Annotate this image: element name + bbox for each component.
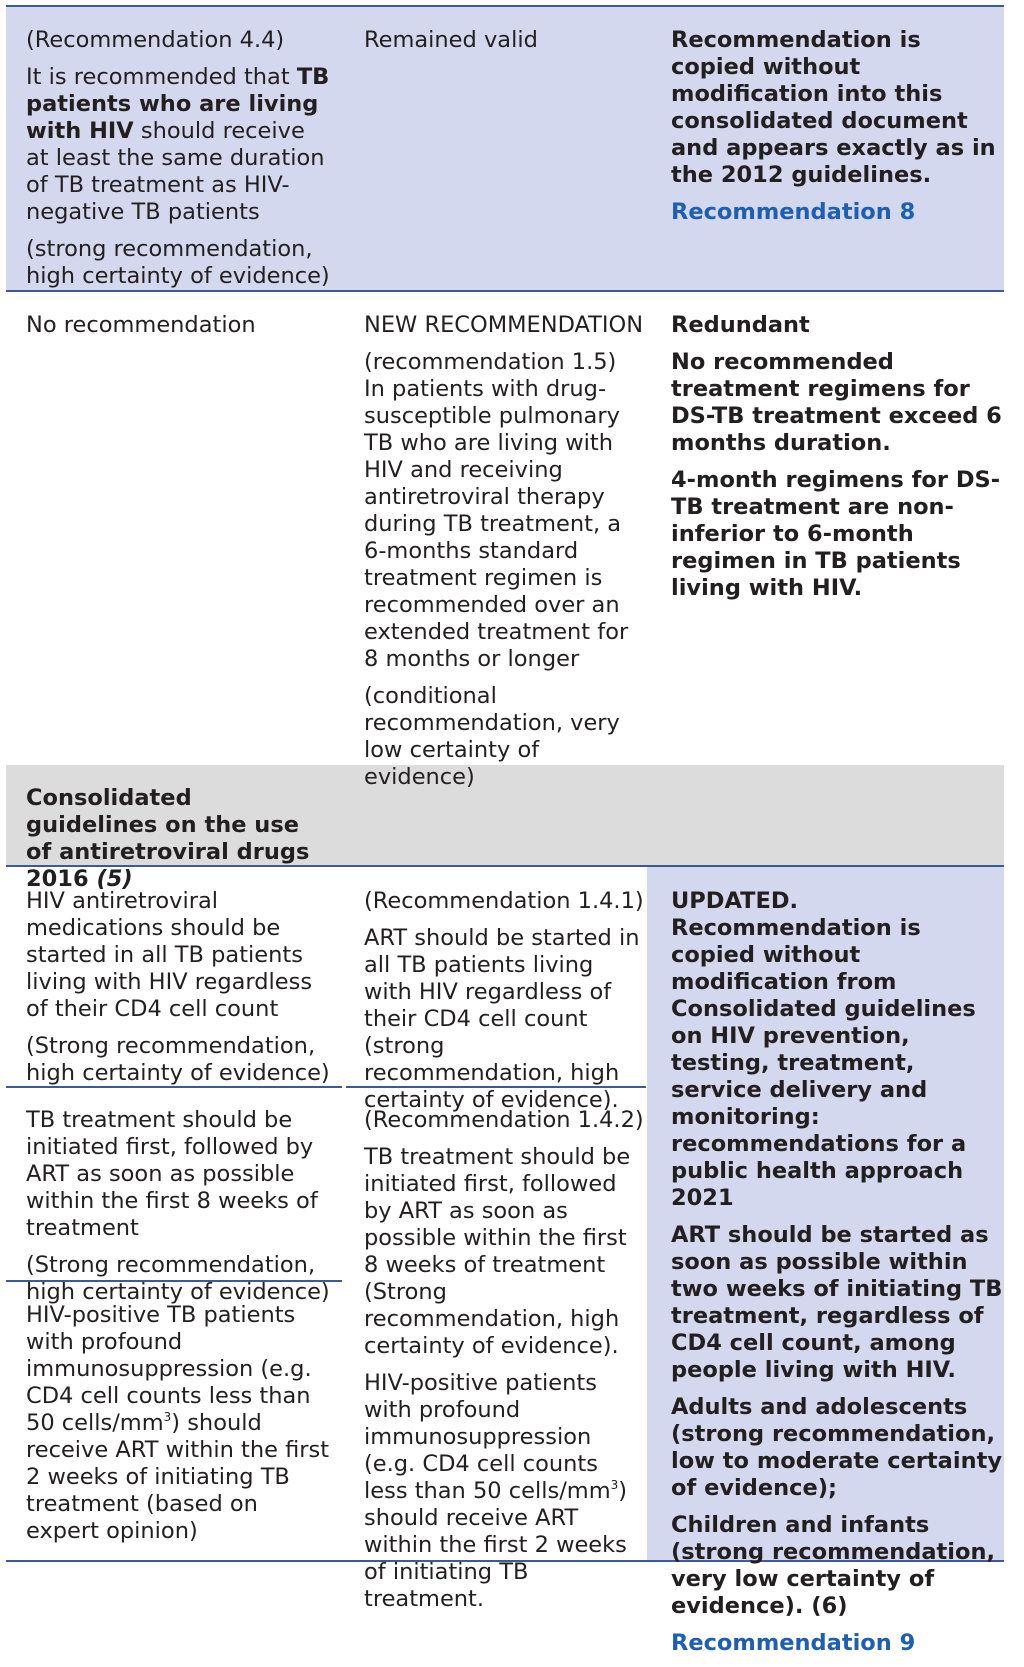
row3-col1c-text — [26, 1302, 330, 1545]
row3-col3-p2: ART should be started as soon as possible within two weeks of initiating TB treatment, regardless of CD4 cell count, among people living with HIV. — [671, 1222, 1003, 1383]
text-part: HIV-positive TB patients with profound immunosuppression (e.g. CD4 cell counts less than 50 cells/mm — [26, 1302, 312, 1436]
text-bold: TB patients who are living with HIV — [26, 64, 330, 144]
row2-col2-text: In patients with drug-susceptible pulmonary TB who are living with HIV and receiving antiretroviral therapy during TB treatment, a 6-months standard treatment regimen is recommended over an extended treatment for 8 months or longer — [364, 376, 629, 672]
row2-col2 — [344, 303, 659, 801]
row3-col1a-strength: (Strong recommendation, high certainty of evidence) — [26, 1033, 330, 1086]
recommendation-8-link[interactable]: Recommendation 8 — [671, 199, 916, 225]
text-part: HIV-positive patients with profound immunosuppression (e.g. CD4 cell counts less than 50 cells/mm — [364, 1370, 611, 1504]
text-part: ) should receive ART within the first 2 weeks of initiating TB treatment (based on expert opinion) — [26, 1410, 330, 1544]
row3-col1b-text: TB treatment should be initiated first, followed by ART as soon as possible within the first 8 weeks of treatment — [26, 1107, 318, 1241]
row3-col1b-strength: (Strong recommendation, high certainty of evidence) — [26, 1252, 330, 1305]
row2-col2-status: NEW RECOMMENDATION — [364, 312, 644, 338]
recommendation-9-link[interactable]: Recommendation 9 — [671, 1630, 916, 1656]
row3-col3 — [659, 879, 1018, 1667]
row3-col1c — [6, 1293, 344, 1555]
row1-col2-status: Remained valid — [364, 27, 538, 53]
superscript: 3 — [163, 1410, 172, 1424]
row1-col1-text — [26, 64, 330, 226]
row1-col1-strength: (strong recommendation, high certainty of evidence) — [26, 236, 330, 289]
row3-col2b — [344, 1098, 659, 1623]
row3-col3-p4: Children and infants (strong recommendation, very low certainty of evidence). (6) — [671, 1512, 996, 1619]
row3-col2a — [344, 879, 659, 1124]
row3-col2b-text: TB treatment should be initiated first, followed by ART as soon as possible within the first 8 weeks of treatment (Strong recommendation, high certainty of evidence). — [364, 1144, 631, 1359]
row2-col2-ref: (recommendation 1.5) — [364, 349, 617, 375]
text-part: It is recommended that — [26, 64, 297, 90]
row2-col3-p2: 4-month regimens for DS-TB treatment are non-inferior to 6-month regimen in TB patients living with HIV. — [671, 467, 1001, 601]
text-part: ) should receive ART within the first 2 weeks of initiating TB treatment. — [364, 1478, 628, 1612]
row1-col1 — [6, 18, 344, 300]
row3-col2a-text: ART should be started in all TB patients living with HIV regardless of their CD4 cell count (strong recommendation, high certainty of evidence). — [364, 925, 640, 1113]
row3-col1a-text: HIV antiretroviral medications should be started in all TB patients living with HIV regardless of their CD4 cell count — [26, 888, 313, 1022]
row1-col3 — [659, 18, 1018, 236]
row3-col2b-text2 — [364, 1370, 645, 1613]
row2-col1-text: No recommendation — [26, 312, 256, 338]
superscript: 3 — [610, 1478, 619, 1492]
row3-col2a-ref: (Recommendation 1.4.1) — [364, 888, 644, 914]
row1-col1-ref: (Recommendation 4.4) — [26, 27, 285, 53]
row2-col3-p1: No recommended treatment regimens for DS-TB treatment exceed 6 months duration. — [671, 349, 1002, 456]
section-title-text: Consolidated guidelines on the use of antiretroviral drugs 2016 — [26, 785, 310, 892]
row3-col1a — [6, 879, 344, 1097]
row3-col3-p3: Adults and adolescents (strong recommendation, low to moderate certainty of evidence); — [671, 1394, 1003, 1501]
row3-col1b — [6, 1098, 344, 1316]
row2-col3 — [659, 303, 1018, 612]
section-ref: (5) — [96, 866, 133, 892]
row1-col3-text: Recommendation is copied without modification into this consolidated document and appears exactly as in the 2012 guidelines. — [671, 27, 996, 188]
rule-top — [6, 5, 1004, 7]
text-part: should receive at least the same duration of TB treatment as HIV-negative TB patients — [26, 118, 325, 225]
row2-col1 — [6, 303, 344, 349]
row2-col3-status: Redundant — [671, 312, 810, 338]
row3-col2b-ref: (Recommendation 1.4.2) — [364, 1107, 644, 1133]
row3-col3-p1: UPDATED. Recommendation is copied without modification from Consolidated guidelines on HIV prevention, testing, treatment, service delivery and monitoring: recommendations for a public health approach 2021 — [671, 888, 976, 1211]
row2-col2-strength: (conditional recommendation, very low certainty of evidence) — [364, 683, 620, 790]
row1-col2 — [344, 18, 659, 64]
section-title — [26, 785, 322, 893]
